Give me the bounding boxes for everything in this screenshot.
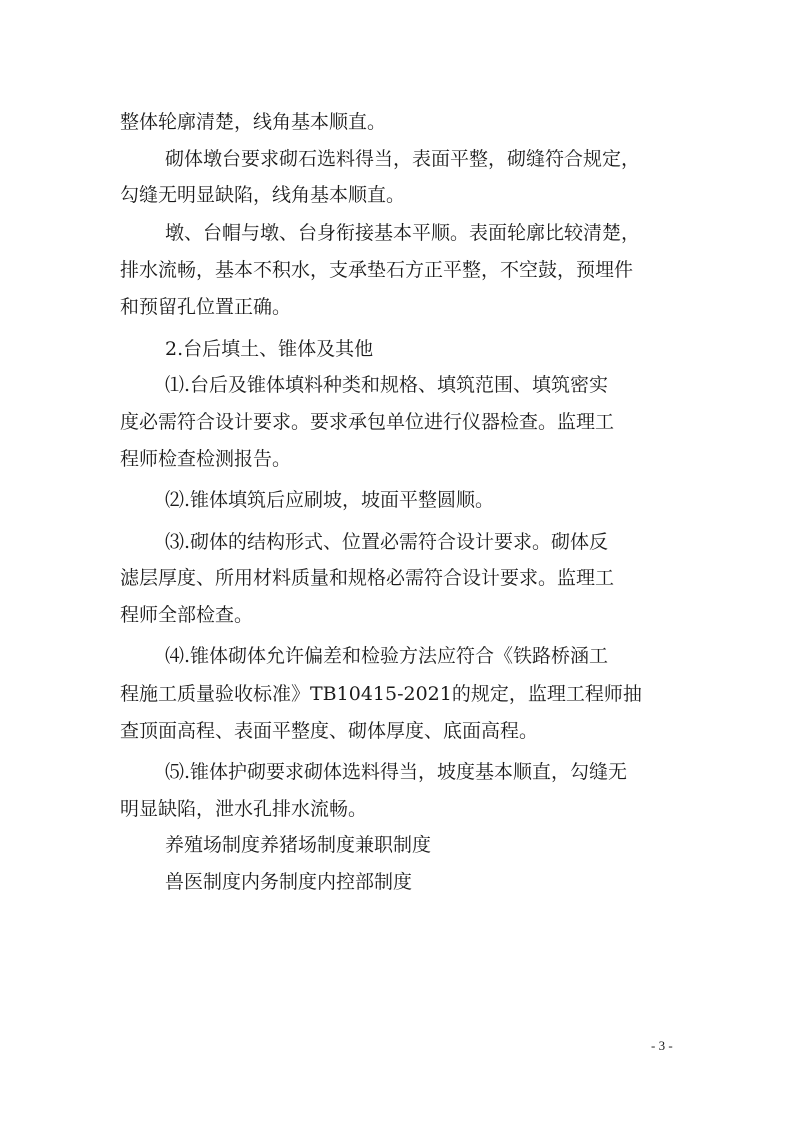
text-line: 程师检查检测报告。 — [120, 448, 292, 470]
section-heading: 2.台后填土、锥体及其他 — [165, 338, 374, 360]
text-line: 砌体墩台要求砌石选料得当，表面平整，砌缝符合规定， — [165, 148, 641, 170]
text-line: 查顶面高程、表面平整度、砌体厚度、底面高程。 — [120, 720, 539, 742]
text-line: 兽医制度内务制度内控部制度 — [165, 871, 413, 893]
page-number: - 3 - — [651, 1038, 673, 1053]
text-line: 明显缺陷，泄水孔排水流畅。 — [120, 798, 368, 820]
text-line: 度必需符合设计要求。要求承包单位进行仪器检查。监理工 — [120, 411, 615, 433]
text-line: 墩、台帽与墩、台身衔接基本平顺。表面轮廓比较清楚， — [165, 222, 641, 244]
text-line: ⑵.锥体填筑后应刷坡，坡面平整圆顺。 — [165, 489, 495, 511]
text-line: 滤层厚度、所用材料质量和规格必需符合设计要求。监理工 — [120, 567, 615, 589]
text-line: ⑷.锥体砌体允许偏差和检验方法应符合《铁路桥涵工 — [165, 645, 609, 667]
text-line: 程师全部检查。 — [120, 604, 254, 626]
text-line: ⑴.台后及锥体填料种类和规格、填筑范围、填筑密实 — [165, 374, 609, 396]
text-line: 和预留孔位置正确。 — [120, 296, 292, 318]
text-line: 养殖场制度养猪场制度兼职制度 — [165, 834, 432, 856]
text-line: 程施工质量验收标准》TB10415-2021的规定，监理工程师抽 — [120, 683, 642, 705]
text-line: 整体轮廓清楚，线角基本顺直。 — [120, 111, 387, 133]
text-line: 勾缝无明显缺陷，线角基本顺直。 — [120, 184, 406, 206]
text-line: 排水流畅，基本不积水，支承垫石方正平整，不空鼓，预埋件 — [120, 259, 634, 281]
text-line: ⑶.砌体的结构形式、位置必需符合设计要求。砌体反 — [165, 531, 609, 553]
text-line: ⑸.锥体护砌要求砌体选料得当，坡度基本顺直，勾缝无 — [165, 761, 628, 783]
